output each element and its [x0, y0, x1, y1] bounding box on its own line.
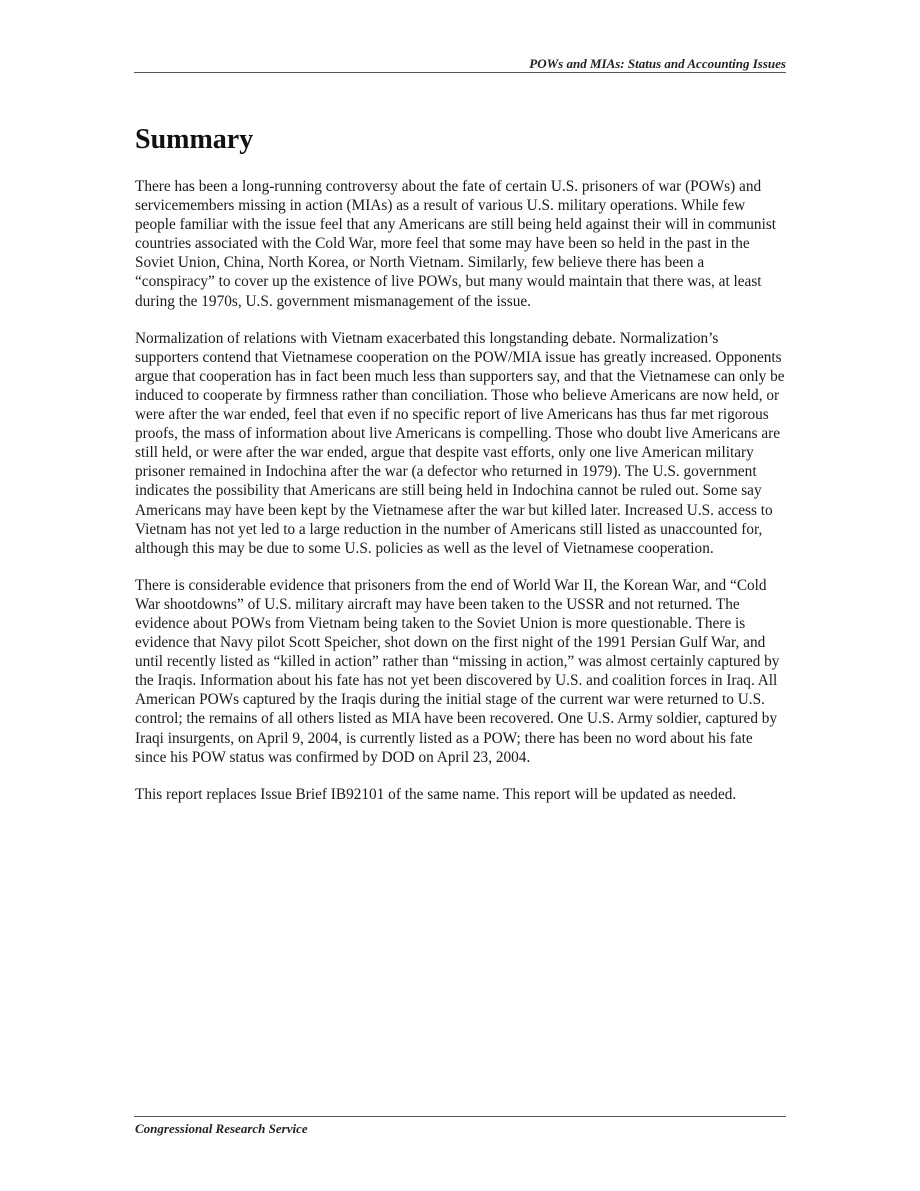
summary-paragraph-2: Normalization of relations with Vietnam exacerbated this longstanding debate. Normalization’s supporters contend that Vietnamese cooperation on the POW/MIA issue has greatly increased. Opponents argue that cooperation has in fact been much less than supporters say, and that the Vietnamese can only be induced to cooperate by firmness rather than conciliation. Those who believe Americans are now held, or were after the war ended, feel that even if no specific report of live Americans has thus far met rigorous proofs, the mass of information about live Americans is compelling. Those who doubt live Americans are still held, or were after the war ended, argue that despite vast efforts, only one live American military prisoner remained in Indochina after the war (a defector who returned in 1979). The U.S. government indicates the possibility that Americans are still being held in Indochina cannot be ruled out. Some say Americans may have been kept by the Vietnamese after the war but killed later. Increased U.S. access to Vietnam has not yet led to a large reduction in the number of Americans still listed as unaccounted for, although this may be due to some U.S. policies as well as the level of Vietnamese cooperation.: [135, 329, 785, 557]
running-footer-organization: Congressional Research Service: [135, 1121, 308, 1136]
footer-divider: [134, 1116, 786, 1117]
summary-paragraph-3: There is considerable evidence that prisoners from the end of World War II, the Korean War, and “Cold War shootdowns” of U.S. military aircraft may have been taken to the USSR and not returned. The evidence about POWs from Vietnam being taken to the Soviet Union is more questionable. There is evidence that Navy pilot Scott Speicher, shot down on the first night of the 1991 Persian Gulf War, and until recently listed as “killed in action” rather than “missing in action,” was almost certainly captured by the Iraqis. Information about his fate has not yet been discovered by U.S. and coalition forces in Iraq. All American POWs captured by the Iraqis during the initial stage of the current war were returned to U.S. control; the remains of all others listed as MIA have been recovered. One U.S. Army soldier, captured by Iraqi insurgents, on April 9, 2004, is currently listed as a POW; there has been no word about his fate since his POW status was confirmed by DOD on April 23, 2004.: [135, 576, 780, 766]
running-header-title: POWs and MIAs: Status and Accounting Issues: [529, 56, 786, 71]
header-divider: [134, 72, 786, 73]
page-title: Summary: [135, 124, 254, 155]
summary-body: [135, 177, 785, 822]
summary-paragraph-4: This report replaces Issue Brief IB92101 of the same name. This report will be updated as needed.: [135, 785, 737, 803]
summary-paragraph-1: There has been a long-running controversy about the fate of certain U.S. prisoners of war (POWs) and servicemembers missing in action (MIAs) as a result of various U.S. military operations. While few people familiar with the issue feel that any Americans are still being held against their will in communist countries associated with the Cold War, more feel that some may have been so held in the past in the Soviet Union, China, North Korea, or North Vietnam. Similarly, few believe there has been a “conspiracy” to cover up the existence of live POWs, but many would maintain that there was, at least during the 1970s, U.S. government mismanagement of the issue.: [135, 178, 777, 310]
